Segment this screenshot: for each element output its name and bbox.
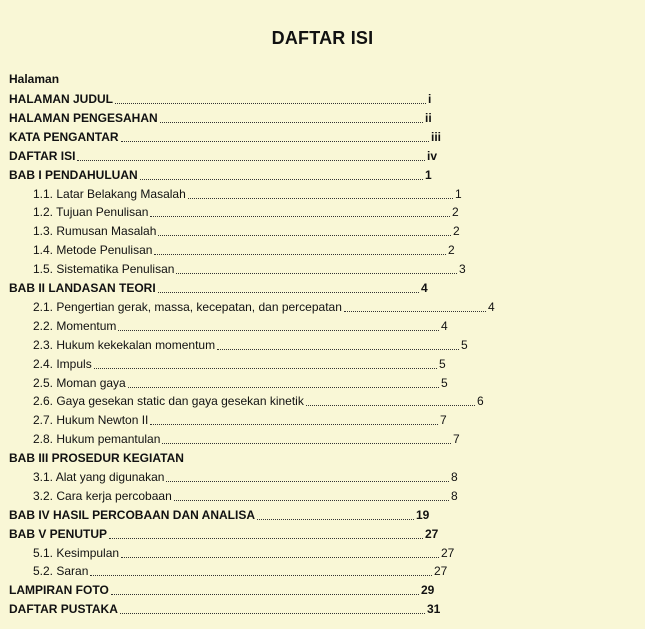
toc-entry-label: 2.4. Impuls [33,357,92,371]
toc-entry-label: BAB IV HASIL PERCOBAAN DAN ANALISA [9,508,256,522]
toc-entry-label: 2.3. Hukum kekekalan momentum [33,338,216,352]
toc-chapter-entry [9,110,560,126]
dot-leader [158,234,451,236]
toc-entry-label: 3.2. Cara kerja percobaan [33,489,172,503]
toc-entry-label: 2.1. Pengertian gerak, massa, kecepatan, dan percepatan [33,300,342,314]
toc-page-number: 6 [477,394,484,408]
dot-leader [121,140,429,142]
toc-page-number: 5 [439,357,446,371]
toc-chapter-entry [9,280,560,296]
toc-page-number: 1 [455,187,462,201]
toc-page-number: 29 [421,583,435,597]
toc-page-number: 8 [451,470,458,484]
toc-page-number: iii [431,130,442,144]
toc-entry-label: LAMPIRAN FOTO [9,583,109,597]
toc-chapter-entry [9,582,560,598]
toc-page-number: 4 [441,319,448,333]
toc-page-number: ii [425,111,432,125]
dot-leader [174,499,449,501]
toc-page-number: 27 [425,527,439,541]
toc-subsection-entry [33,393,560,409]
dot-leader [128,386,439,388]
toc-page-number: 2 [453,224,460,238]
toc-page-number: 3 [459,262,466,276]
dot-leader [109,537,423,539]
toc-page-number: 2 [448,243,455,257]
toc-page-number: 2 [452,205,459,219]
dot-leader [166,480,449,482]
dot-leader [111,593,419,595]
dot-leader [344,310,486,312]
page-column-label: Halaman [9,72,60,86]
page-title: DAFTAR ISI [271,28,374,48]
dot-leader [120,612,425,614]
toc-page-number: 5 [461,338,468,352]
dot-leader [94,367,437,369]
dot-leader [140,178,423,180]
toc-page-number: 7 [453,432,460,446]
toc-entry-label: 2.6. Gaya gesekan static dan gaya gesekan kinetik [33,394,304,408]
toc-chapter-entry [9,450,560,466]
toc-entry-label: 2.5. Moman gaya [33,376,126,390]
dot-leader [121,556,439,558]
toc-chapter-entry [9,507,560,523]
dot-leader [118,329,439,331]
toc-page-number: 19 [416,508,430,522]
toc-page-number: 4 [421,281,428,295]
toc-entry-label: KATA PENGANTAR [9,130,119,144]
toc-chapter-entry [9,148,560,164]
dot-leader [90,574,432,576]
toc-entry-label: BAB III PROSEDUR KEGIATAN [9,451,184,465]
toc-chapter-entry [9,601,560,617]
toc-page-number: 27 [441,546,455,560]
dot-leader [176,272,457,274]
toc-entry-label: DAFTAR ISI [9,149,76,163]
toc-subsection-entry [33,431,560,447]
toc-entry-label: 1.4. Metode Penulisan [33,243,153,257]
toc-entry-label: BAB V PENUTUP [9,527,108,541]
toc-subsection-entry [33,223,560,239]
toc-page-number: 7 [440,413,447,427]
toc-subsection-entry [33,545,560,561]
toc-subsection-entry [33,488,560,504]
toc-entry-label: 5.1. Kesimpulan [33,546,120,560]
toc-entry-label: 2.8. Hukum pemantulan [33,432,161,446]
toc-subsection-entry [33,337,560,353]
toc-subsection-entry [33,186,560,202]
toc-entry-label: 3.1. Alat yang digunakan [33,470,165,484]
dot-leader [115,102,426,104]
toc-page-number: 4 [488,300,495,314]
toc-subsection-entry [33,204,560,220]
toc-subsection-entry [33,318,560,334]
toc-entry-label: DAFTAR PUSTAKA [9,602,118,616]
dot-leader [77,159,425,161]
toc-subsection-entry [33,261,560,277]
dot-leader [188,197,453,199]
toc-chapter-entry [9,91,560,107]
toc-subsection-entry [33,356,560,372]
toc-page-number: iv [427,149,438,163]
toc-subsection-entry [33,375,560,391]
toc-chapter-entry [9,129,560,145]
toc-subsection-entry [33,469,560,485]
toc-subsection-entry [33,299,560,315]
toc-entry-label: BAB I PENDAHULUAN [9,168,138,182]
toc-entry-label: 5.2. Saran [33,564,89,578]
toc-chapter-entry [9,167,560,183]
toc-subsection-entry [33,412,560,428]
dot-leader [154,253,446,255]
toc-page-number: 31 [427,602,441,616]
toc-entry-label: 1.3. Rumusan Masalah [33,224,157,238]
toc-entry-label: 2.2. Momentum [33,319,117,333]
toc-subsection-entry [33,563,560,579]
toc-entry-label: HALAMAN PENGESAHAN [9,111,158,125]
dot-leader [160,121,423,123]
toc-entry-label: 1.2. Tujuan Penulisan [33,205,149,219]
dot-leader [150,215,450,217]
toc-page-number: i [428,92,432,106]
dot-leader [158,291,419,293]
dot-leader [257,518,414,520]
toc-entry-label: 1.1. Latar Belakang Masalah [33,187,186,201]
toc-page-number: 1 [425,168,432,182]
toc-entry-label: 1.5. Sistematika Penulisan [33,262,175,276]
toc-page-number: 27 [434,564,448,578]
toc-subsection-entry [33,242,560,258]
toc-page-number: 8 [451,489,458,503]
toc-entry-label: BAB II LANDASAN TEORI [9,281,156,295]
toc-chapter-entry [9,526,560,542]
dot-leader [150,423,438,425]
toc-entry-label: HALAMAN JUDUL [9,92,113,106]
toc-entry-label: 2.7. Hukum Newton II [33,413,149,427]
dot-leader [217,348,459,350]
dot-leader [162,442,451,444]
dot-leader [306,404,475,406]
toc-page-number: 5 [441,376,448,390]
